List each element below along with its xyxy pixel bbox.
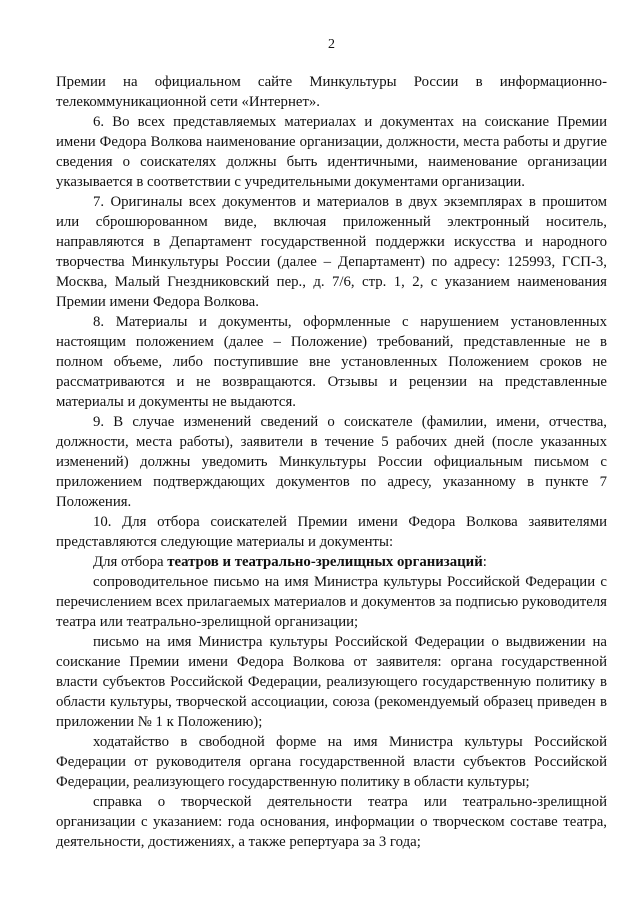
list-item-petition: ходатайство в свободной форме на имя Министра культуры Российской Федерации от руководителя органа государственной власти субъектов Российской Федерации, реализующего государственную политику в области культуры;: [56, 734, 607, 790]
paragraph-6: 6. Во всех представляемых материалах и документах на соискание Премии имени Федора Волкова наименование организации, должности, места работы и другие сведения о соискателях должны быть идентичными, наименование организации указывается в соответствии с учредительными документами организации.: [56, 114, 607, 190]
theaters-heading-bold: театров и театрально-зрелищных организаций: [167, 554, 483, 570]
paragraph-10: 10. Для отбора соискателей Премии имени Федора Волкова заявителями представляются следующие материалы и документы:: [56, 514, 607, 550]
paragraph-8: 8. Материалы и документы, оформленные с нарушением установленных настоящим положением (далее – Положение) требований, представленные не в полном объеме, либо поступившие вне установленных Положением сроков не рассматриваются и не возвращаются. Отзывы и рецензии на представленные материалы и документы не выдаются.: [56, 314, 607, 410]
paragraph-7: 7. Оригиналы всех документов и материалов в двух экземплярах в прошитом или сброшюрованном виде, включая приложенный электронный носитель, направляются в Департамент государственной поддержки искусства и народного творчества Минкультуры России (далее – Департамент) по адресу: 125993, ГСП-3, Москва, Малый Гнездниковский пер., д. 7/6, стр. 1, 2, с указанием наименования Премии имени Федора Волкова.: [56, 194, 607, 310]
theaters-heading: [56, 552, 607, 572]
paragraph-continuation: Премии на официальном сайте Минкультуры России в информационно-телекоммуникационной сети «Интернет».: [56, 74, 607, 110]
paragraph-9: 9. В случае изменений сведений о соискателе (фамилии, имени, отчества, должности, места работы), заявители в течение 5 рабочих дней (после указанных изменений) должны уведомить Минкультуры России официальным письмом с приложением подтверждающих документов по адресу, указанному в пункте 7 Положения.: [56, 414, 607, 510]
list-item-cover-letter: сопроводительное письмо на имя Министра культуры Российской Федерации с перечислением всех прилагаемых материалов и документов за подписью руководителя театра или театрально-зрелищной организации;: [56, 574, 607, 630]
theaters-heading-suffix: :: [482, 554, 487, 570]
list-item-nomination-letter: письмо на имя Министра культуры Российской Федерации о выдвижении на соискание Премии имени Федора Волкова от заявителя: органа государственной власти субъектов Российской Федерации, реализующего государственную политику в области культуры, творческой ассоциации, союза (рекомендуемый образец приведен в приложении № 1 к Положению);: [56, 634, 607, 730]
page-number: 2: [328, 37, 335, 52]
list-item-reference: справка о творческой деятельности театра или театрально-зрелищной организации с указанием: года основания, информации о творческом составе театра, деятельности, достижениях, а также репертуара за 3 года;: [56, 794, 607, 850]
theaters-heading-prefix: Для отбора: [93, 554, 168, 570]
